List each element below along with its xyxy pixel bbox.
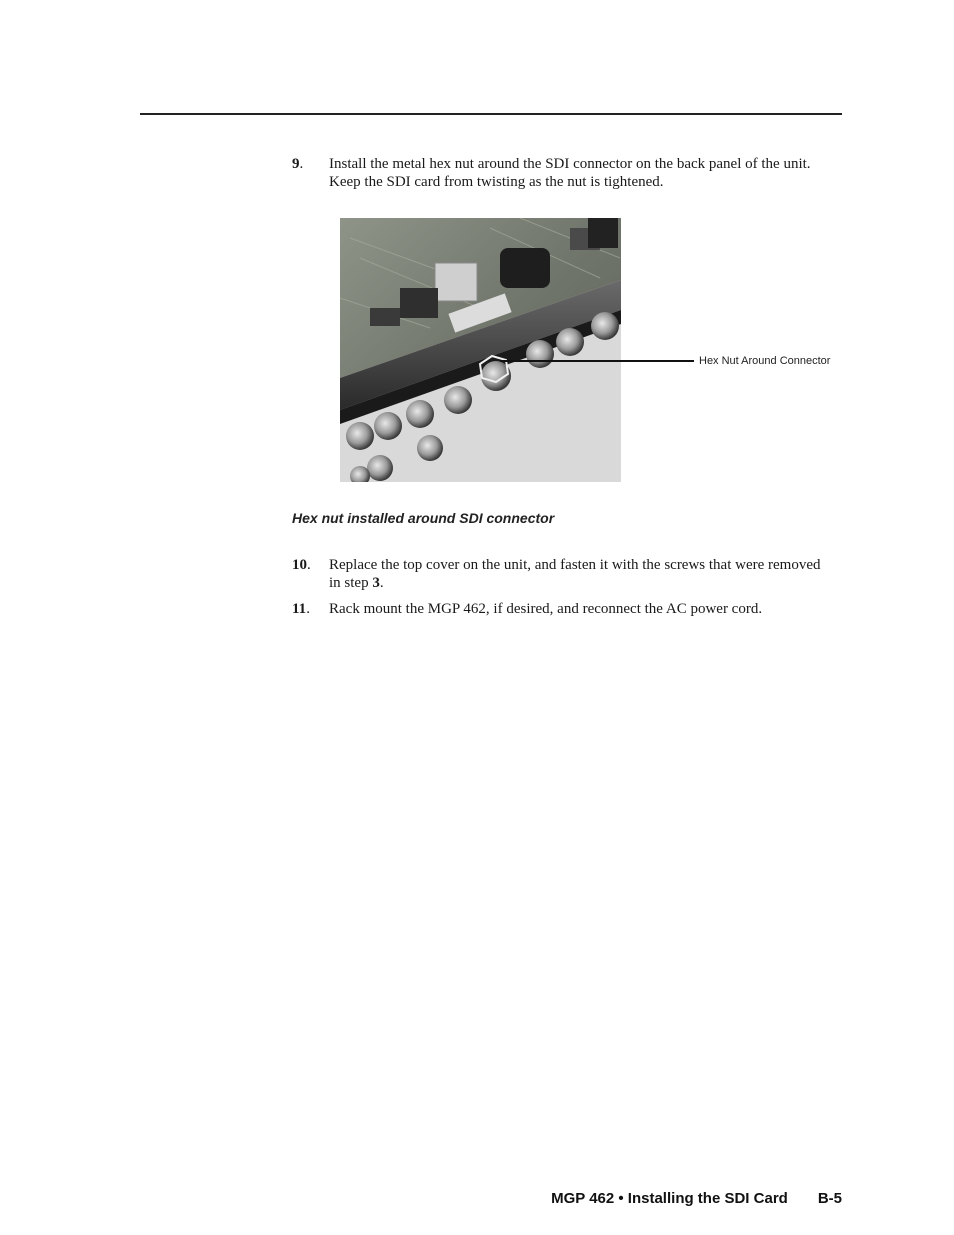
step-text: Rack mount the MGP 462, if desired, and reconnect the AC power cord. (329, 601, 763, 617)
step-reference: 3 (372, 575, 380, 591)
step-number: 9. (292, 156, 304, 172)
step-text: Install the metal hex nut around the SDI connector on the back panel of the unit. Keep the SDI card from twisting as the nut is tightened. (329, 156, 811, 190)
step-number: 11. (292, 601, 310, 617)
sdi-card-photo (340, 218, 621, 482)
page-footer (551, 1190, 842, 1207)
header-rule (140, 113, 842, 115)
figure-caption: Hex nut installed around SDI connector (292, 510, 555, 526)
page-number: B-5 (817, 1190, 842, 1207)
step-text: Replace the top cover on the unit, and fasten it with the screws that were removed in step 3. (329, 557, 821, 591)
step-9 (292, 155, 832, 191)
step-11 (292, 600, 832, 618)
photo-illustration (340, 218, 621, 482)
callout-label: Hex Nut Around Connector (699, 355, 831, 367)
footer-title: MGP 462 • Installing the SDI Card (551, 1190, 788, 1207)
step-10 (292, 556, 832, 592)
step-number: 10. (292, 557, 311, 573)
callout-leader-line (500, 360, 694, 362)
